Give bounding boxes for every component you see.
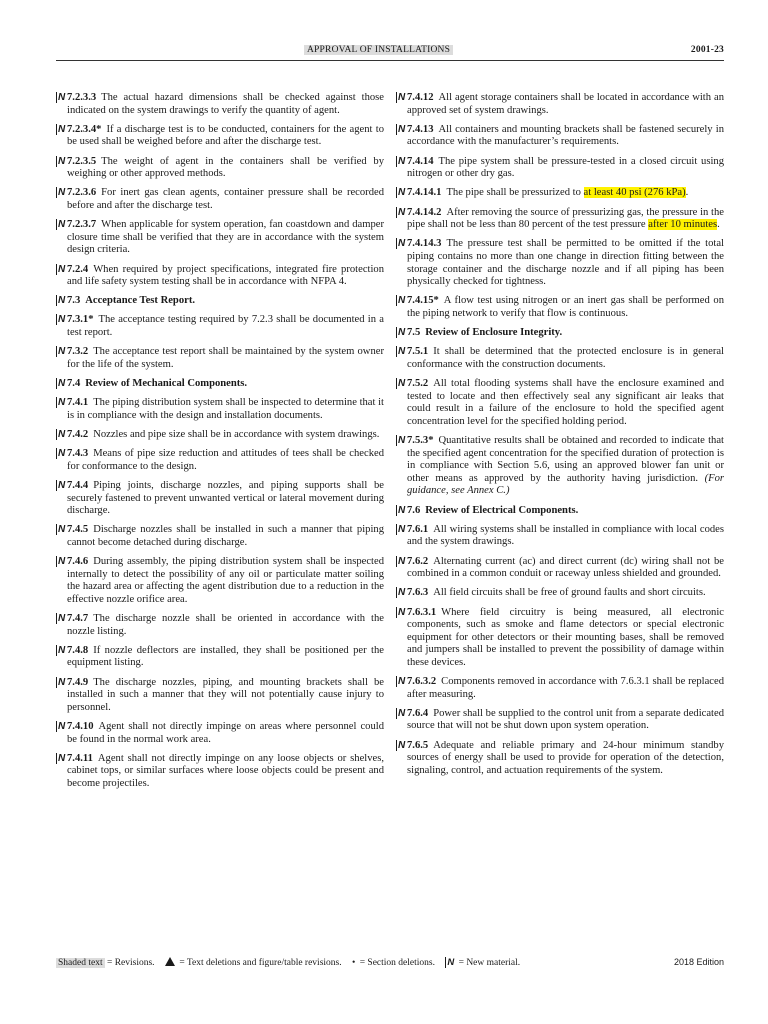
paragraph (56, 429, 384, 442)
paragraph (56, 124, 384, 149)
new-material-icon: N (58, 448, 66, 460)
new-material-icon: N (398, 435, 406, 446)
paragraph (396, 92, 724, 117)
new-material-icon: N (58, 346, 66, 358)
new-material-icon: N (398, 504, 406, 516)
paragraph (56, 264, 384, 289)
running-title: APPROVAL OF INSTALLATIONS (304, 45, 453, 55)
section-heading (56, 295, 384, 308)
paragraph-number: 7.4.5 (67, 524, 89, 536)
paragraph-text: The discharge nozzles, piping, and mounting brackets shall be installed in such a manner that they will not potentially cause injury to personnel. (67, 676, 384, 713)
new-material-icon: N (398, 555, 406, 567)
highlighted-text: at least 40 psi (276 kPa) (583, 187, 686, 199)
paragraph-number: 7.6 (407, 504, 421, 516)
highlighted-text: after 10 minutes (648, 219, 718, 231)
new-material-icon: N (398, 676, 406, 688)
paragraph-number: 7.4.6 (67, 556, 89, 568)
new-material-icon: N (58, 263, 66, 275)
new-material-icon: N (58, 613, 66, 625)
paragraph-number: 7.2.3.5 (67, 155, 97, 167)
paragraph (396, 435, 724, 498)
paragraph-text: The weight of agent in the containers shall be verified by weighing or other approved methods. (67, 155, 384, 180)
paragraph-text: The piping distribution system shall be inspected to determine that it is in compliance with the design and installation documents. (67, 397, 384, 421)
paragraph-number: 7.4.7 (67, 613, 89, 625)
paragraph-number: 7.4.14.2 (407, 206, 442, 218)
paragraph (56, 613, 384, 638)
paragraph-text: Where field circuitry is being measured, all electronic components, such as smoke and flame detectors or special electronic equipment for other detectors or their mounting bases, shall be removed and jumpers shall be installed to prevent the possibility of damage within these devices. (407, 606, 724, 668)
paragraph-number: 7.2.3.3 (67, 92, 97, 103)
paragraph-number: 7.6.3.2 (407, 676, 437, 688)
paragraph-number: 7.4.8 (67, 644, 89, 656)
paragraph-number: 7.4.1 (67, 397, 89, 409)
paragraph-number: 7.2.3.6 (67, 187, 97, 199)
paragraph-text: The pipe shall be pressurized to (446, 187, 581, 199)
new-material-icon: N (398, 238, 406, 250)
paragraph-number: 7.2.3.4* (67, 123, 102, 135)
paragraph (56, 556, 384, 606)
paragraph-number: 7.4.13 (407, 123, 434, 135)
paragraph (396, 676, 724, 701)
new-material-icon: N (58, 295, 66, 307)
paragraph-text: The pressure test shall be permitted to be omitted if the total piping contains no more than one change in direction fitting between the storage container and the discharge nozzle and if all piping has been physically checked for tightness. (407, 238, 724, 288)
left-column (56, 92, 384, 797)
new-material-icon: N (58, 378, 66, 390)
new-material-icon: N (398, 523, 406, 535)
new-material-icon: N (398, 346, 406, 358)
new-material-icon: N (58, 479, 66, 491)
paragraph-text: The actual hazard dimensions shall be checked against those indicated on the system drawings to verify the quantity of agent. (67, 92, 384, 116)
paragraph (396, 607, 724, 670)
paragraph-number: 7.6.3.1 (407, 606, 437, 618)
paragraph-number: 7.2.3.7 (67, 219, 97, 231)
paragraph (56, 448, 384, 473)
paragraph (396, 708, 724, 733)
section-title: Review of Enclosure Integrity. (425, 327, 563, 339)
paragraph-text: All wiring systems shall be installed in compliance with local codes and the system drawings. (407, 523, 724, 548)
new-material-icon: N (58, 676, 66, 688)
section-title: Review of Mechanical Components. (85, 378, 248, 390)
paragraph (56, 314, 384, 339)
new-material-icon: N (398, 295, 406, 307)
delta-triangle-icon (165, 957, 175, 966)
paragraph (396, 295, 724, 320)
paragraph-text: The acceptance testing required by 7.2.3 shall be documented in a test report. (67, 314, 384, 339)
paragraph-text: All total flooding systems shall have the enclosure examined and tested to locate and then effectively seal any significant air leaks that could result in a failure of the enclosure to hold the specified agent concentration level for the specified holding period. (407, 378, 724, 427)
paragraph-text: All agent storage containers shall be located in accordance with an approved set of system drawings. (407, 92, 724, 116)
paragraph-text-tail: . (685, 187, 689, 199)
paragraph-text: When applicable for system operation, fan coastdown and damper closure time shall be verified that they are in accordance with the system design criteria. (67, 219, 384, 256)
paragraph-text: All field circuits shall be free of ground faults and short circuits. (433, 587, 706, 599)
paragraph-text: When required by project specifications, integrated fire protection and life safety system testing shall be in accordance with NFPA 4. (67, 263, 384, 288)
new-material-icon: N (58, 752, 66, 764)
new-material-icon: N (398, 707, 406, 719)
paragraph (396, 524, 724, 549)
paragraph-number: 7.4.10 (67, 721, 94, 733)
paragraph-number: 7.6.2 (407, 555, 429, 567)
paragraph-text: The acceptance test report shall be maintained by the system owner for the life of the system. (67, 346, 384, 370)
new-material-icon: N (398, 606, 406, 618)
paragraph-text: The discharge nozzle shall be oriented in accordance with the nozzle listing. (67, 613, 384, 637)
paragraph-number: 7.6.5 (407, 739, 429, 751)
new-material-icon: N (398, 155, 406, 167)
new-material-icon: N (398, 206, 406, 218)
paragraph-text: Agent shall not directly impinge on areas where personnel could be found in the normal work area. (67, 721, 384, 745)
paragraph (56, 397, 384, 422)
new-material-icon: N (58, 155, 66, 167)
bullet-icon: • (351, 958, 356, 968)
page-number: 2001-23 (690, 45, 724, 55)
new-material-icon: N (58, 92, 66, 103)
paragraph (56, 645, 384, 670)
page-footer (56, 957, 724, 971)
paragraph (56, 346, 384, 371)
new-material-icon: N (58, 721, 66, 733)
paragraph-number: 7.4.14.1 (407, 187, 442, 199)
paragraph-text: After removing the source of pressurizing gas, the pressure in the pipe shall not be less than 80 percent of the test pressure (407, 206, 724, 231)
paragraph (396, 346, 724, 371)
paragraph-text: Alternating current (ac) and direct current (dc) wiring shall not be combined in a common conduit or raceway unless shielded and grounded. (407, 555, 724, 580)
section-title: Review of Electrical Components. (425, 504, 579, 516)
new-material-icon: N (58, 556, 66, 568)
guidance-note: (For guidance, see Annex C.) (407, 472, 725, 497)
paragraph-number: 7.6.3 (407, 587, 429, 599)
new-material-icon: N (58, 524, 66, 536)
paragraph-text: If a discharge test is to be conducted, containers for the agent to be used shall be weighed before and after the discharge test. (67, 123, 384, 148)
paragraph-text: It shall be determined that the protected enclosure is in general conformance with the construction documents. (407, 346, 724, 370)
new-material-icon: N (58, 644, 66, 656)
paragraph-number: 7.3.1* (67, 314, 94, 326)
paragraph (56, 156, 384, 181)
legend-bullet-meaning: = Section deletions. (357, 958, 435, 968)
new-material-icon: N (398, 187, 406, 199)
paragraph-text: If nozzle deflectors are installed, they shall be positioned per the equipment listing. (67, 644, 384, 669)
section-heading (396, 505, 724, 518)
paragraph-number: 7.4.3 (67, 448, 89, 460)
paragraph (396, 238, 724, 288)
new-material-icon: N (58, 314, 66, 326)
paragraph (396, 187, 724, 200)
paragraph (396, 378, 724, 428)
new-material-icon: N (58, 397, 66, 409)
new-material-icon: N (398, 123, 406, 135)
paragraph (56, 480, 384, 518)
paragraph-number: 7.4 (67, 378, 81, 390)
paragraph-number: 7.4.12 (407, 92, 434, 103)
section-heading (56, 378, 384, 391)
paragraph-number: 7.4.4 (67, 479, 89, 491)
paragraph-text: Piping joints, discharge nozzles, and piping supports shall be securely fastened to prevent unwanted vertical or lateral movement during discharge. (67, 479, 384, 517)
paragraph (56, 753, 384, 791)
paragraph-text: All containers and mounting brackets shall be fastened securely in accordance with the manufacturer’s requirements. (407, 123, 724, 148)
new-material-icon: N (398, 378, 406, 390)
paragraph (396, 207, 724, 232)
paragraph-number: 7.4.14 (407, 155, 434, 167)
paragraph-number: 7.4.2 (67, 429, 89, 440)
new-material-icon: N (58, 123, 66, 135)
legend-triangle-meaning: = Text deletions and figure/table revisions. (176, 958, 342, 968)
paragraph (56, 524, 384, 549)
paragraph-number: 7.3.2 (67, 346, 89, 358)
paragraph-number: 7.5.2 (407, 378, 429, 390)
paragraph-number: 7.5.1 (407, 346, 429, 358)
paragraph (396, 124, 724, 149)
legend-shaded-meaning: = Revisions. (104, 958, 155, 968)
paragraph-text: Agent shall not directly impinge on any loose objects or shelves, cabinet tops, or similar surfaces where loose objects could be present and become projectiles. (67, 752, 384, 789)
paragraph-text: Adequate and reliable primary and 24-hour minimum standby sources of energy shall be used to provide for operation of the detection, signaling, control, and actuation requirements of the system. (407, 739, 724, 776)
paragraph (56, 219, 384, 257)
paragraph-number: 7.5.3* (407, 435, 434, 446)
paragraph-number: 7.4.14.3 (407, 238, 442, 250)
paragraph-number: 7.4.15* (407, 295, 439, 307)
paragraph-text: The pipe system shall be pressure-tested in a closed circuit using nitrogen or other dry gas. (407, 155, 724, 180)
paragraph (396, 556, 724, 581)
paragraph-text: For inert gas clean agents, container pressure shall be recorded before and after the discharge test. (67, 187, 384, 211)
paragraph-text: Quantitative results shall be obtained and recorded to indicate that the specified agent concentration for the specified duration of protection is in compliance with Section 5.6, using an approved blower fan unit or other means as approved by the authority having jurisdiction. (407, 435, 724, 484)
paragraph-text: Nozzles and pipe size shall be in accordance with system drawings. (93, 429, 380, 440)
paragraph (56, 187, 384, 212)
paragraph-text-tail: . (717, 219, 720, 231)
new-material-icon: N (58, 187, 66, 199)
new-material-icon: N (398, 587, 406, 599)
paragraph (396, 156, 724, 181)
paragraph-number: 7.2.4 (67, 263, 89, 275)
new-material-icon: N (58, 429, 66, 440)
paragraph-text: Power shall be supplied to the control unit from a separate dedicated source that will not be shut down upon system operation. (407, 707, 724, 732)
paragraph (396, 740, 724, 778)
new-material-icon: N (447, 957, 455, 968)
paragraph-number: 7.6.1 (407, 523, 429, 535)
paragraph-text: Discharge nozzles shall be installed in such a manner that piping cannot become detached during discharge. (67, 524, 384, 548)
paragraph (56, 721, 384, 746)
paragraph-number: 7.4.11 (67, 752, 93, 764)
paragraph (396, 587, 724, 600)
page-header (56, 44, 724, 61)
legend-shaded-text: Shaded text (58, 958, 103, 968)
paragraph-text: A flow test using nitrogen or an inert gas shall be performed on the piping network to verify that flow is continuous. (407, 295, 724, 319)
edition-label: 2018 Edition (673, 957, 724, 967)
new-material-icon: N (398, 739, 406, 751)
legend-new-meaning: = New material. (456, 958, 521, 968)
right-column (396, 92, 724, 784)
paragraph-text: Components removed in accordance with 7.6.3.1 shall be replaced after measuring. (407, 676, 724, 700)
paragraph-number: 7.4.9 (67, 676, 89, 688)
new-material-icon: N (398, 327, 406, 339)
paragraph-number: 7.5 (407, 327, 421, 339)
paragraph-text: During assembly, the piping distribution system shall be inspected internally to detect the possibility of any oil or particulate matter soiling the hazard area or affecting the agent distribution due to a reduction in the effective nozzle orifice area. (67, 556, 384, 605)
section-title: Acceptance Test Report. (85, 295, 195, 307)
paragraph (56, 92, 384, 117)
paragraph-number: 7.3 (67, 295, 81, 307)
paragraph-text: Means of pipe size reduction and attitudes of tees shall be checked for conformance to the design. (67, 448, 384, 472)
new-material-icon: N (58, 219, 66, 231)
paragraph (56, 677, 384, 715)
new-material-icon: N (398, 92, 406, 103)
paragraph-number: 7.6.4 (407, 707, 429, 719)
section-heading (396, 327, 724, 340)
